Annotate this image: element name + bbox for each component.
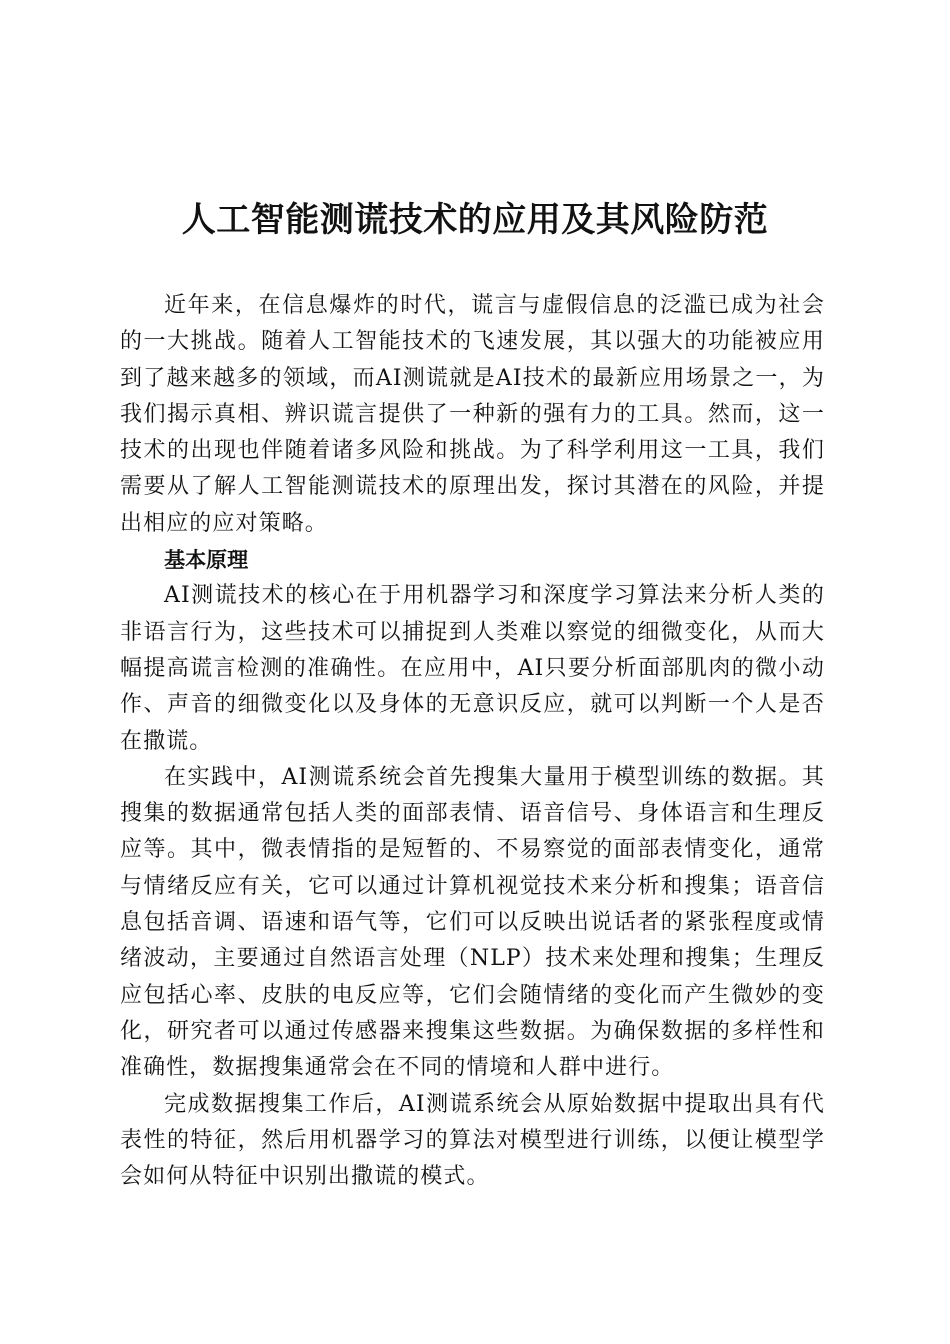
document-body	[120, 288, 825, 1195]
body-paragraph: 完成数据搜集工作后，AI测谎系统会从原始数据中提取出具有代表性的特征，然后用机器学习的算法对模型进行训练，以便让模型学会如何从特征中识别出撒谎的模式。	[120, 1091, 825, 1190]
section-heading: 基本原理	[164, 548, 249, 573]
intro-paragraph: 近年来，在信息爆炸的时代，谎言与虚假信息的泛滥已成为社会的一大挑战。随着人工智能技术的飞速发展，其以强大的功能被应用到了越来越多的领域，而AI测谎就是AI技术的最新应用场景之一，为我们揭示真相、辨识谎言提供了一种新的强有力的工具。然而，这一技术的出现也伴随着诸多风险和挑战。为了科学利用这一工具，我们需要从了解人工智能测谎技术的原理出发，探讨其潜在的风险，并提出相应的应对策略。	[120, 293, 825, 536]
body-paragraph: AI测谎技术的核心在于用机器学习和深度学习算法来分析人类的非语言行为，这些技术可以捕捉到人类难以察觉的细微变化，从而大幅提高谎言检测的准确性。在应用中，AI只要分析面部肌肉的微小动作、声音的细微变化以及身体的无意识反应，就可以判断一个人是否在撒谎。	[120, 583, 825, 754]
document-title: 人工智能测谎技术的应用及其风险防范	[181, 200, 769, 240]
body-paragraph: 在实践中，AI测谎系统会首先搜集大量用于模型训练的数据。其搜集的数据通常包括人类的面部表情、语音信号、身体语言和生理反应等。其中，微表情指的是短暂的、不易察觉的面部表情变化，通常与情绪反应有关，它可以通过计算机视觉技术来分析和搜集；语音信息包括音调、语速和语气等，它们可以反映出说话者的紧张程度或情绪波动，主要通过自然语言处理（NLP）技术来处理和搜集；生理反应包括心率、皮肤的电反应等，它们会随情绪的变化而产生微妙的变化，研究者可以通过传感器来搜集这些数据。为确保数据的多样性和准确性，数据搜集通常会在不同的情境和人群中进行。	[120, 764, 825, 1081]
